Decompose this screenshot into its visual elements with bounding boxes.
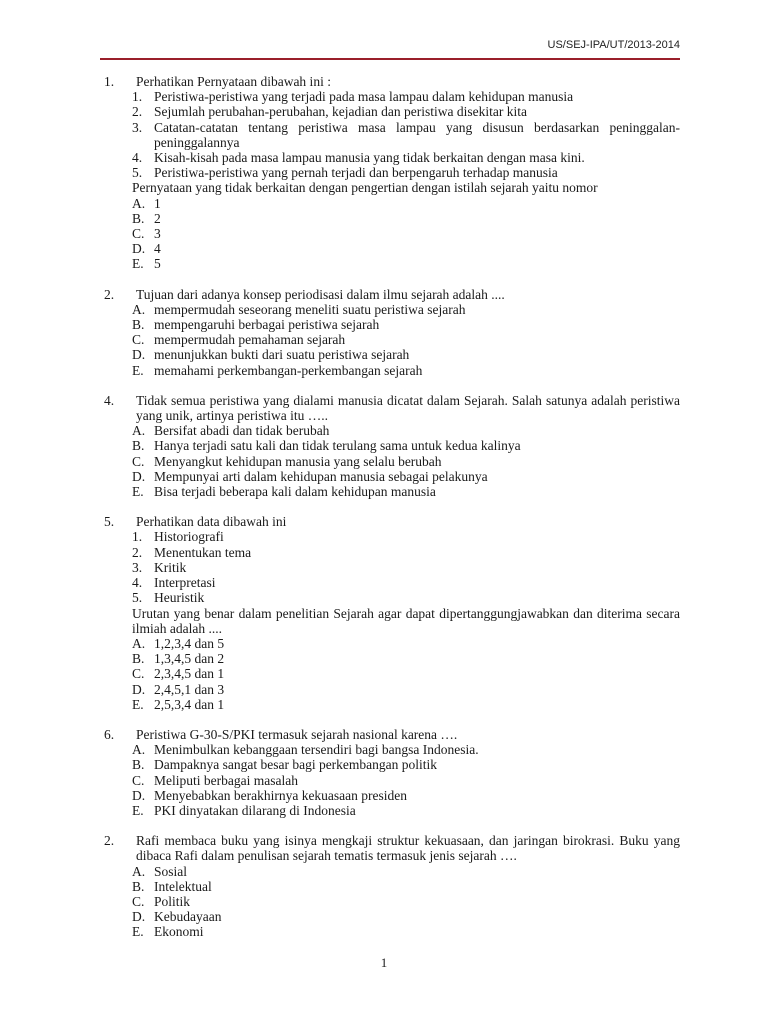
question-text: Tidak semua peristiwa yang dialami manusia dicatat dalam Sejarah. Salah satunya adalah peristiwa yang unik, artinya peristiwa itu ….. [136, 392, 680, 424]
answer-options [132, 196, 680, 272]
answer-option-marker: C. [132, 893, 145, 909]
question-text: Peristiwa G-30-S/PKI termasuk sejarah nasional karena …. [136, 726, 458, 742]
statement-marker: 4. [132, 575, 143, 591]
answer-option [132, 423, 680, 438]
answer-option-text: 2,4,5,1 dan 3 [154, 681, 225, 697]
answer-option-text: Dampaknya sangat besar bagi perkembangan politik [154, 757, 438, 773]
answer-option-marker: A. [132, 301, 146, 317]
page-number: 1 [380, 955, 388, 970]
answer-option-marker: B. [132, 878, 145, 894]
question-text: Perhatikan data dibawah ini [136, 514, 287, 530]
answer-option-text: 2,5,3,4 dan 1 [154, 696, 225, 712]
answer-option [132, 894, 680, 909]
statement-list [132, 89, 680, 180]
statement-list [132, 529, 680, 605]
question-prompt: Pernyataan yang tidak berkaitan dengan pengertian dengan istilah sejarah yaitu nomor [132, 180, 598, 196]
statement [132, 165, 680, 180]
question-number: 5. [104, 514, 115, 530]
answer-options [132, 742, 680, 818]
question [104, 833, 680, 939]
answer-option [132, 317, 680, 332]
statement [132, 120, 680, 150]
answer-option-text: Bersifat abadi dan tidak berubah [154, 423, 330, 439]
answer-option [132, 879, 680, 894]
page-header [100, 38, 680, 60]
answer-option-text: Intelektual [154, 878, 212, 894]
question-stem [104, 287, 680, 302]
statement-text: Peristiwa-peristiwa yang terjadi pada masa lampau dalam kehidupan manusia [154, 89, 574, 105]
statement-marker: 1. [132, 529, 143, 545]
statement [132, 575, 680, 590]
statement-marker: 1. [132, 89, 143, 105]
statement [132, 89, 680, 104]
statement-marker: 5. [132, 590, 143, 606]
answer-options [132, 423, 680, 499]
answer-option-text: Bisa terjadi beberapa kali dalam kehidupan manusia [154, 484, 436, 500]
answer-option-marker: D. [132, 787, 146, 803]
statement [132, 590, 680, 605]
statement-text: Heuristik [154, 590, 205, 606]
document-code: US/SEJ-IPA/UT/2013-2014 [547, 39, 680, 51]
answer-option-marker: B. [132, 757, 145, 773]
answer-option [132, 332, 680, 347]
answer-option [132, 241, 680, 256]
answer-option-text: Kebudayaan [154, 909, 222, 925]
statement-text: Catatan-catatan tentang peristiwa masa lampau yang disusun berdasarkan peninggalan-peninggalannya [154, 119, 680, 150]
answer-option-marker: C. [132, 332, 145, 348]
question-stem [104, 833, 680, 863]
answer-option-text: Hanya terjadi satu kali dan tidak terulang sama untuk kedua kalinya [154, 438, 521, 454]
answer-option-text: Menimbulkan kebanggaan tersendiri bagi bangsa Indonesia. [154, 742, 479, 758]
answer-option-marker: E. [132, 802, 144, 818]
answer-option-marker: A. [132, 863, 146, 879]
answer-option-text: Menyangkut kehidupan manusia yang selalu berubah [154, 453, 442, 469]
question [104, 74, 680, 272]
answer-option-text: 2 [154, 210, 161, 226]
answer-option-text: Sosial [154, 863, 188, 879]
answer-option-marker: E. [132, 484, 144, 500]
answer-option-text: 1 [154, 195, 161, 211]
answer-option-marker: B. [132, 210, 145, 226]
answer-option-text: PKI dinyatakan dilarang di Indonesia [154, 802, 356, 818]
question-number: 2. [104, 833, 115, 849]
answer-option [132, 256, 680, 271]
question [104, 393, 680, 499]
question-text: Perhatikan Pernyataan dibawah ini : [136, 74, 331, 89]
statement [132, 104, 680, 119]
statement-marker: 2. [132, 104, 143, 120]
statement-text: Sejumlah perubahan-perubahan, kejadian dan peristiwa disekitar kita [154, 104, 527, 120]
answer-option-marker: B. [132, 651, 145, 667]
answer-option-marker: D. [132, 347, 146, 363]
answer-option [132, 773, 680, 788]
answer-option [132, 484, 680, 499]
answer-option-text: 2,3,4,5 dan 1 [154, 666, 225, 682]
answer-option [132, 757, 680, 772]
answer-option-text: 1,2,3,4 dan 5 [154, 635, 225, 651]
question-stem [104, 393, 680, 423]
answer-option-text: Meliputi berbagai masalah [154, 772, 298, 788]
statement-marker: 3. [132, 119, 143, 135]
question-text: Tujuan dari adanya konsep periodisasi dalam ilmu sejarah adalah .... [136, 286, 505, 302]
answer-option-marker: E. [132, 924, 144, 940]
statement [132, 150, 680, 165]
answer-option-text: 5 [154, 256, 161, 272]
answer-option-text: 3 [154, 226, 161, 242]
question-number: 2. [104, 286, 115, 302]
answer-option-marker: E. [132, 696, 144, 712]
answer-option-text: Ekonomi [154, 924, 204, 940]
answer-option-marker: D. [132, 681, 146, 697]
answer-option-text: 4 [154, 241, 161, 257]
question-stem [104, 727, 680, 742]
question-stem [104, 74, 680, 89]
statement-marker: 2. [132, 544, 143, 560]
answer-option-marker: A. [132, 423, 146, 439]
answer-option [132, 742, 680, 757]
answer-option-marker: B. [132, 317, 145, 333]
statement [132, 545, 680, 560]
answer-option [132, 803, 680, 818]
answer-option-text: 1,3,4,5 dan 2 [154, 651, 225, 667]
answer-option-marker: E. [132, 256, 144, 272]
question-list [104, 74, 680, 955]
statement-text: Historiografi [154, 529, 224, 545]
statement-text: Peristiwa-peristiwa yang pernah terjadi dan berpengaruh terhadap manusia [154, 165, 558, 181]
answer-option [132, 211, 680, 226]
answer-option-marker: A. [132, 635, 146, 651]
answer-options [132, 864, 680, 940]
answer-option [132, 651, 680, 666]
answer-option-marker: C. [132, 453, 145, 469]
answer-option [132, 682, 680, 697]
answer-option-marker: C. [132, 772, 145, 788]
answer-option [132, 363, 680, 378]
answer-option [132, 666, 680, 681]
answer-option-text: mempermudah pemahaman sejarah [154, 332, 346, 348]
answer-option [132, 788, 680, 803]
statement [132, 560, 680, 575]
answer-option [132, 924, 680, 939]
statement-text: Menentukan tema [154, 544, 252, 560]
answer-options [132, 636, 680, 712]
question-number: 4. [104, 392, 115, 408]
answer-option [132, 347, 680, 362]
answer-option [132, 302, 680, 317]
answer-option-text: Politik [154, 893, 191, 909]
question-number: 6. [104, 726, 115, 742]
statement-marker: 4. [132, 150, 143, 166]
question-text: Rafi membaca buku yang isinya mengkaji struktur kekuasaan, dan jaringan birokrasi. Buku yang dibaca Rafi dalam penulisan sejarah tematis termasuk jenis sejarah …. [136, 833, 680, 864]
answer-options [132, 302, 680, 378]
statement-marker: 3. [132, 559, 143, 575]
answer-option [132, 196, 680, 211]
statement-text: Interpretasi [154, 575, 216, 591]
answer-option [132, 469, 680, 484]
answer-option-marker: D. [132, 241, 146, 257]
answer-option [132, 226, 680, 241]
question [104, 727, 680, 818]
answer-option-text: mempermudah seseorang meneliti suatu peristiwa sejarah [154, 301, 466, 317]
statement-text: Kisah-kisah pada masa lampau manusia yang tidak berkaitan dengan masa kini. [154, 150, 585, 166]
answer-option [132, 864, 680, 879]
question [104, 514, 680, 712]
answer-option-marker: E. [132, 362, 144, 378]
answer-option-text: memahami perkembangan-perkembangan sejarah [154, 362, 423, 378]
answer-option-text: mempengaruhi berbagai peristiwa sejarah [154, 317, 380, 333]
answer-option-marker: B. [132, 438, 145, 454]
answer-option [132, 697, 680, 712]
answer-option [132, 909, 680, 924]
answer-option [132, 636, 680, 651]
answer-option-marker: A. [132, 742, 146, 758]
answer-option-text: menunjukkan bukti dari suatu peristiwa sejarah [154, 347, 410, 363]
question-number: 1. [104, 74, 115, 89]
question-prompt: Urutan yang benar dalam penelitian Sejarah agar dapat dipertanggungjawabkan dan diterima secara ilmiah adalah .... [132, 605, 680, 636]
answer-option [132, 454, 680, 469]
answer-option-marker: C. [132, 666, 145, 682]
question [104, 287, 680, 378]
answer-option-text: Menyebabkan berakhirnya kekuasaan presiden [154, 787, 408, 803]
answer-option [132, 438, 680, 453]
answer-option-marker: A. [132, 195, 146, 211]
statement-text: Kritik [154, 559, 187, 575]
answer-option-text: Mempunyai arti dalam kehidupan manusia sebagai pelakunya [154, 468, 488, 484]
answer-option-marker: D. [132, 468, 146, 484]
answer-option-marker: C. [132, 226, 145, 242]
question-stem [104, 514, 680, 529]
statement [132, 529, 680, 544]
answer-option-marker: D. [132, 909, 146, 925]
statement-marker: 5. [132, 165, 143, 181]
